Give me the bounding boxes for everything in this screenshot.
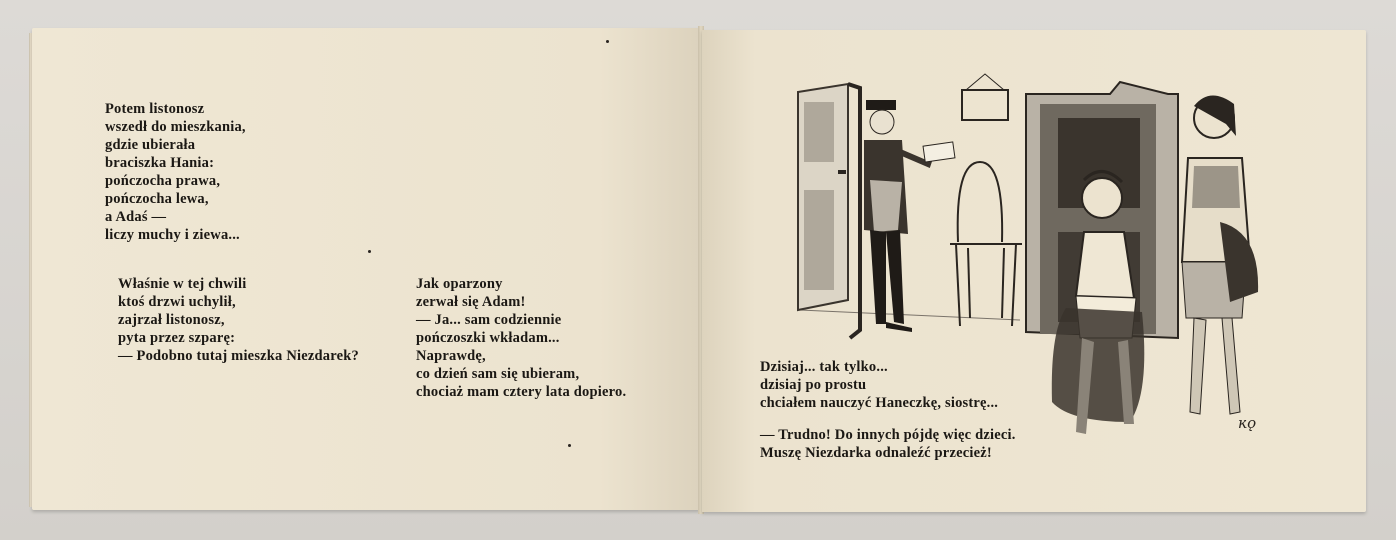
paper-speck <box>368 250 371 253</box>
picture-string <box>966 74 1004 90</box>
text-line: dzisiaj po prostu <box>760 377 867 393</box>
girl-figure <box>1182 95 1258 414</box>
door-panel <box>804 190 834 290</box>
text-line: Dzisiaj... tak tylko... <box>760 359 888 375</box>
text-line: pończoszki wkładam... <box>416 330 560 346</box>
illustrator-signature: ĸǫ <box>1238 414 1257 432</box>
illustration-postman-and-children <box>790 62 1260 452</box>
stanza-left-3 <box>416 275 626 401</box>
floor-line <box>800 310 1020 320</box>
text-line: ktoś drzwi uchylił, <box>118 294 236 310</box>
bentwood-chair <box>950 162 1022 326</box>
text-line: pyta przez szparę: <box>118 330 236 346</box>
text-line: liczy muchy i ziewa... <box>105 227 240 243</box>
text-line: a Adaś — <box>105 209 167 225</box>
text-line: Jak oparzony <box>416 276 503 292</box>
text-line: co dzień sam się ubieram, <box>416 366 580 382</box>
text-line: Naprawdę, <box>416 348 486 364</box>
text-line: braciszka Hania: <box>105 155 215 171</box>
wall-picture <box>962 90 1008 120</box>
door-handle <box>838 170 846 174</box>
postman-figure <box>864 100 955 332</box>
text-line: wszedł do mieszkania, <box>105 119 246 135</box>
text-line: — Podobno tutaj mieszka Niezdarek? <box>118 348 359 364</box>
door-frame <box>848 84 860 338</box>
left-page <box>32 28 700 510</box>
door-panel <box>804 102 834 162</box>
text-line: Muszę Niezdarka odnaleźć przecież! <box>760 445 992 461</box>
stanza-left-2 <box>118 275 359 365</box>
paper-speck <box>568 444 571 447</box>
paper-speck <box>606 40 609 43</box>
text-line: gdzie ubierała <box>105 137 196 153</box>
text-line: chociaż mam cztery lata dopiero. <box>416 384 627 400</box>
text-line: pończocha lewa, <box>105 191 209 207</box>
text-line: pończocha prawa, <box>105 173 221 189</box>
text-line: zerwał się Adam! <box>416 294 526 310</box>
text-line: — Trudno! Do innych pójdę więc dzieci. <box>760 427 1016 443</box>
text-line: Właśnie w tej chwili <box>118 276 247 292</box>
text-line: Potem listonosz <box>105 101 205 117</box>
text-line: — Ja... sam codziennie <box>416 312 562 328</box>
text-line: zajrzał listonosz, <box>118 312 225 328</box>
stanza-left-1 <box>105 100 246 244</box>
text-line: chciałem nauczyć Haneczkę, siostrę... <box>760 395 999 411</box>
